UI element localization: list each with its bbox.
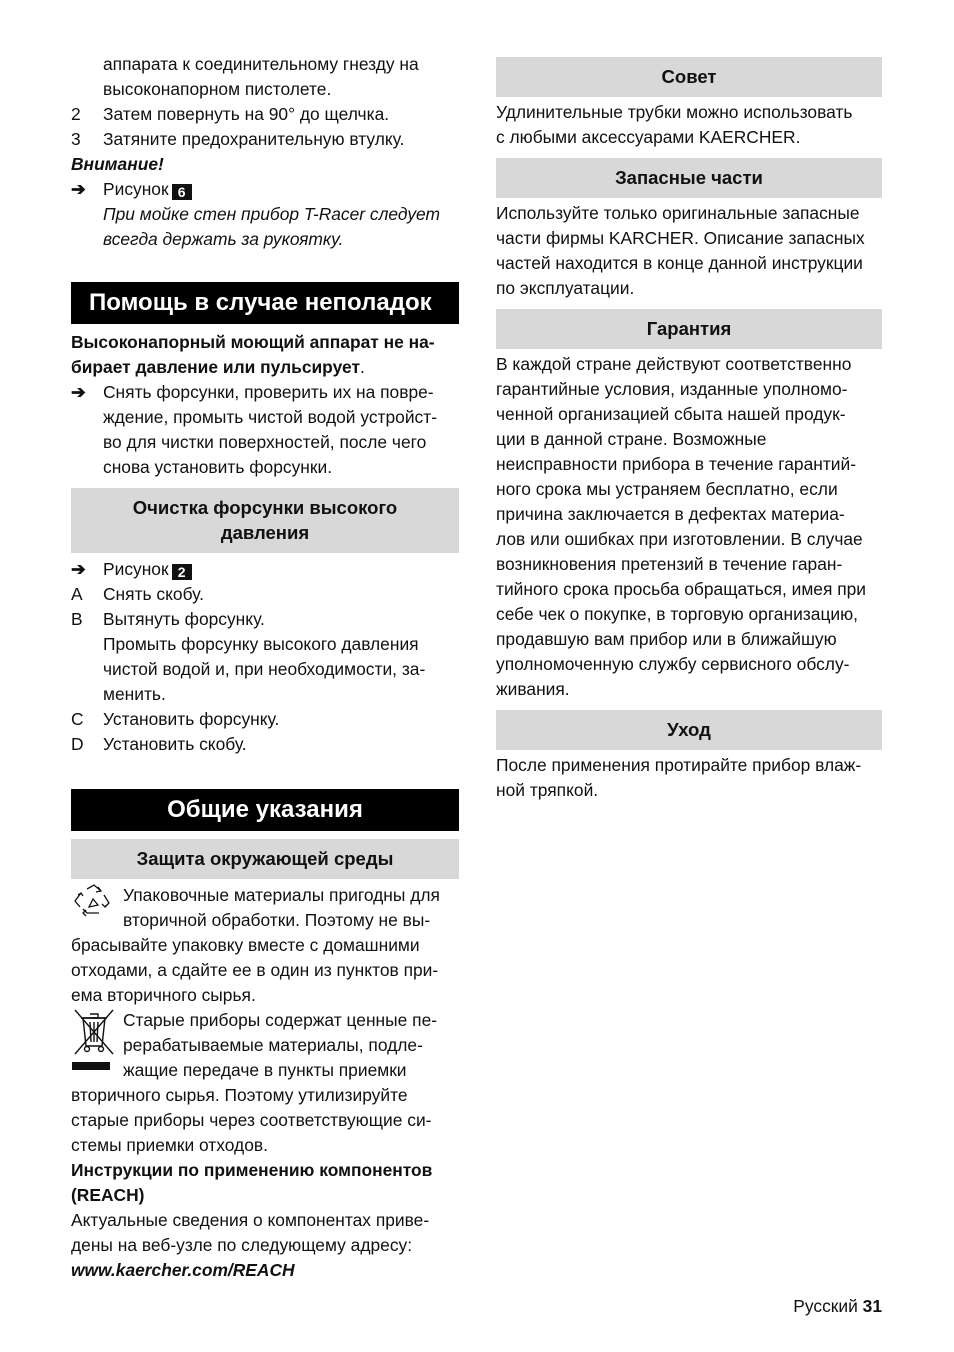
heading-line: давления	[220, 522, 310, 543]
heading-spare-parts: Запасные части	[496, 158, 882, 198]
text-line: части фирмы KARCHER. Описание запасных	[496, 228, 865, 248]
heading-advice: Совет	[496, 57, 882, 97]
text-line: причина заключается в дефектах материа-	[496, 504, 845, 524]
heading-nozzle-cleaning	[71, 488, 459, 553]
step-b	[71, 607, 459, 632]
figure-label: Рисунок	[103, 559, 169, 579]
step-text: Вытянуть форсунку.	[103, 609, 265, 629]
text-line: ждение, промыть чистой водой устройст-	[103, 407, 438, 427]
text-line: После применения протирайте прибор влаж-	[496, 755, 862, 775]
text-line: Упаковочные материалы пригодны для	[123, 885, 440, 905]
step-2	[71, 102, 459, 127]
trouble-heading-line: бирает давление или пульсирует	[71, 357, 360, 377]
text-line: ции в данной стране. Возможные	[496, 429, 767, 449]
text-line: с любыми аксессуарами KAERCHER.	[496, 127, 801, 147]
text-line: высоконапорном пистолете.	[103, 79, 332, 99]
text-line: неисправности прибора в течение гарантий-	[496, 454, 857, 474]
text-line: вторичной обработки. Поэтому не вы-	[123, 910, 431, 930]
text-line: В каждой стране действуют соответственно	[496, 354, 852, 374]
trouble-text: Снять форсунки, проверить их на повре-	[103, 382, 434, 402]
text-line: рерабатываемые материалы, подле-	[123, 1035, 423, 1055]
left-column	[71, 52, 459, 1283]
text-line: продавшую вам прибор или в ближайшую	[496, 629, 837, 649]
trouble-heading-dot: .	[359, 357, 365, 377]
text-line: живания.	[496, 679, 570, 699]
text-line: Используйте только оригинальные запасные	[496, 203, 860, 223]
step-letter: B	[71, 609, 83, 629]
step-3	[71, 127, 459, 152]
trouble-heading-line: Высоконапорный моющий аппарат не на-	[71, 332, 435, 352]
figure-number-icon: 6	[172, 184, 192, 200]
env-paragraph	[71, 883, 459, 1008]
text-line: отходами, а сдайте ее в один из пунктов при-	[71, 960, 439, 980]
text-line: ченной организацией сбыта нашей продук-	[496, 404, 846, 424]
step-a	[71, 582, 459, 607]
crossed-bin-icon	[71, 1008, 123, 1080]
figure-number-icon: 2	[172, 564, 192, 580]
step-text: Установить скобу.	[103, 734, 247, 754]
text-line: по эксплуатации.	[496, 278, 635, 298]
text-line: чистой водой и, при необходимости, за-	[103, 659, 426, 679]
step-d	[71, 732, 459, 757]
step-letter: A	[71, 584, 83, 604]
text-line: ной тряпкой.	[496, 780, 599, 800]
heading-line: Очистка форсунки высокого	[132, 497, 398, 518]
recycle-icon	[71, 883, 123, 933]
heading-care: Уход	[496, 710, 882, 750]
text-line: Промыть форсунку высокого давления	[103, 634, 419, 654]
text-line: аппарата к соединительному гнезду на	[103, 54, 419, 74]
step-text: Снять скобу.	[103, 584, 204, 604]
reach-heading: Инструкции по применению компонентов	[71, 1160, 433, 1180]
note-line: всегда держать за рукоятку.	[103, 229, 344, 249]
text-line: лов или ошибках при изготовлении. В случае	[496, 529, 863, 549]
text-line: частей находится в конце данной инструкции	[496, 253, 863, 273]
text-line: снова установить форсунки.	[103, 457, 333, 477]
trouble-item	[71, 380, 459, 405]
text-line: жащие передаче в пункты приемки	[123, 1060, 407, 1080]
text-line: себе чек о покупке, в торговую организацию,	[496, 604, 858, 624]
text-line: стемы приемки отходов.	[71, 1135, 268, 1155]
reach-heading: (REACH)	[71, 1185, 145, 1205]
step-number: 3	[71, 129, 81, 149]
text-line: брасывайте упаковку вместе с домашними	[71, 935, 420, 955]
figure-label: Рисунок	[103, 179, 169, 199]
text-line: дены на веб-узле по следующему адресу:	[71, 1235, 413, 1255]
arrow-icon: ➔	[71, 179, 86, 199]
text-line: Старые приборы содержат ценные пе-	[123, 1010, 438, 1030]
step-text: Затем повернуть на 90° до щелчка.	[103, 104, 390, 124]
step-text: Установить форсунку.	[103, 709, 280, 729]
text-line: во для чистки поверхностей, после чего	[103, 432, 427, 452]
heading-environment: Защита окружающей среды	[71, 839, 459, 879]
step-letter: D	[71, 734, 84, 754]
text-line: возникновения претензий в течение гаран-	[496, 554, 843, 574]
step-number: 2	[71, 104, 81, 124]
page-footer	[793, 1294, 882, 1319]
figure-2-ref	[71, 557, 459, 582]
text-line: менить.	[103, 684, 166, 704]
text-line: Актуальные сведения о компонентах приве-	[71, 1210, 430, 1230]
text-line: вторичного сырья. Поэтому утилизируйте	[71, 1085, 408, 1105]
right-column	[496, 57, 882, 803]
attention-label: Внимание!	[71, 154, 164, 174]
heading-general-notes: Общие указания	[71, 789, 459, 831]
heading-troubleshooting: Помощь в случае неполадок	[71, 282, 459, 324]
note-line: При мойке стен прибор T-Racer следует	[103, 204, 440, 224]
heading-warranty: Гарантия	[496, 309, 882, 349]
page-number: 31	[862, 1296, 882, 1316]
footer-language: Русский	[793, 1296, 858, 1316]
step-c	[71, 707, 459, 732]
text-line: старые приборы через соответствующие си-	[71, 1110, 432, 1130]
text-line: тийного срока просьба обращаться, имея при	[496, 579, 867, 599]
step-letter: C	[71, 709, 84, 729]
old-devices-paragraph	[71, 1008, 459, 1158]
arrow-icon: ➔	[71, 559, 86, 579]
text-line: ного срока мы устраняем бесплатно, если	[496, 479, 838, 499]
reach-url-link[interactable]: www.kaercher.com/REACH	[71, 1260, 295, 1280]
text-line: ема вторичного сырья.	[71, 985, 256, 1005]
step-text: Затяните предохранительную втулку.	[103, 129, 405, 149]
text-line: Удлинительные трубки можно использовать	[496, 102, 853, 122]
arrow-icon: ➔	[71, 382, 86, 402]
text-line: уполномоченную службу сервисного обслу-	[496, 654, 850, 674]
figure-6-ref	[71, 177, 459, 202]
text-line: гарантийные условия, изданные уполномо-	[496, 379, 848, 399]
